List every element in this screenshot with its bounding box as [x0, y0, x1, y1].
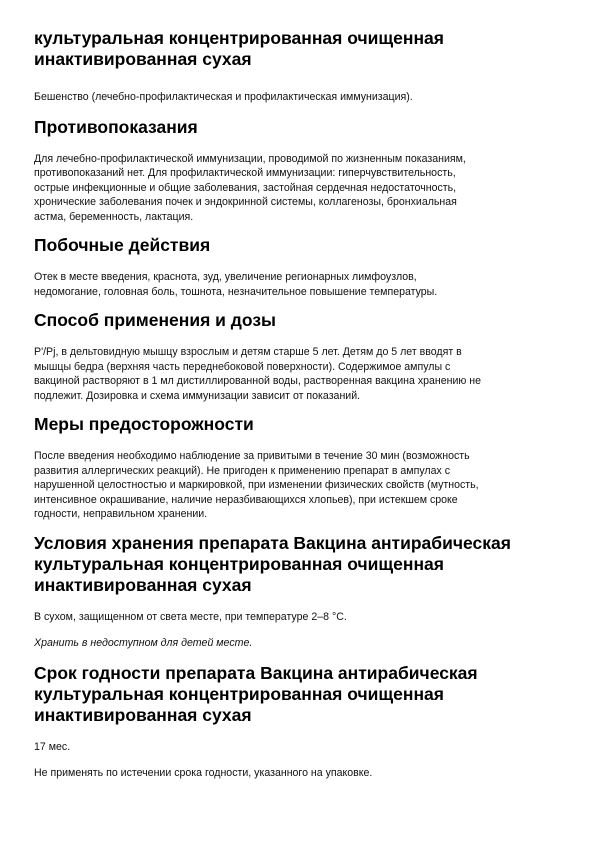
side-effects-text [34, 270, 564, 299]
text-line: Для лечебно-профилактической иммунизации, проводимой по жизненным показаниям, [34, 152, 466, 165]
title-line: инактивированная сухая [34, 704, 252, 725]
text-line: подлежит. Дозировка и схема иммунизации зависит от показаний. [34, 389, 361, 402]
text-line: противопоказаний нет. Для профилактической иммунизации: гиперчувствительность, [34, 167, 456, 179]
text-line: годности, неправильном хранении. [34, 508, 208, 520]
title-line: культуральная концентрированная очищенная [34, 553, 444, 574]
precautions-section [34, 414, 564, 522]
text-line: недомогание, головная боль, тошнота, незначительное повышение температуры. [34, 285, 438, 298]
title-line: культуральная концентрированная очищенная [34, 683, 444, 704]
dosage-text [34, 345, 564, 403]
shelf-life-note: Не применять по истечении срока годности, указанного на упаковке. [34, 767, 373, 779]
section-title [34, 533, 564, 596]
dosage-section [34, 310, 564, 403]
document-page [34, 28, 564, 781]
precautions-text [34, 449, 564, 522]
storage-section [34, 533, 564, 651]
text-line: Р'/Рj, в дельтовидную мышцу взрослым и детям старше 5 лет. Детям до 5 лет вводят в [34, 346, 462, 358]
text-line: астма, беременность, лактация. [34, 210, 194, 223]
section-title [34, 663, 564, 726]
side-effects-section [34, 235, 564, 299]
text-line: нарушенной целостностью и маркировкой, при изменении физических свойств (мутность, [34, 479, 479, 491]
section-title: Побочные действия [34, 235, 211, 255]
indications-text: Бешенство (лечебно-профилактическая и профилактическая иммунизация). [34, 91, 413, 103]
text-line: развития аллергических реакций). Не пригоден к применению препарат в ампулах с [34, 464, 451, 477]
text-line: острые инфекционные и общие заболевания, застойная сердечная недостаточность, [34, 181, 457, 194]
title-line: инактивированная сухая [34, 574, 252, 595]
text-line: мышцы бедра (верхняя часть переднебоковой поверхности). Содержимое ампулы с [34, 360, 451, 373]
title-line: Условия хранения препарата Вакцина антирабическая [34, 532, 511, 553]
section-title: Противопоказания [34, 116, 198, 137]
storage-text: В сухом, защищенном от света месте, при температуре 2–8 °С. [34, 610, 347, 623]
storage-note: Хранить в недоступном для детей месте. [34, 637, 253, 649]
top-heading-line: инактивированная сухая [34, 49, 252, 69]
shelf-life-section [34, 663, 564, 781]
text-line: Отек в месте введения, краснота, зуд, увеличение регионарных лимфоузлов, [34, 271, 417, 283]
section-title: Способ применения и дозы [34, 310, 276, 330]
shelf-life-value: 17 мес. [34, 740, 71, 753]
contraindications-text [34, 152, 564, 225]
text-line: После введения необходимо наблюдение за привитыми в течение 30 мин (возможность [34, 450, 470, 462]
top-heading [34, 28, 564, 70]
text-line: хронические заболевания почек и эндокринной системы, коллагенозы, бронхиальная [34, 196, 457, 208]
top-heading-line: культуральная концентрированная очищенная [34, 28, 444, 48]
contraindications-section [34, 117, 564, 225]
section-title: Меры предосторожности [34, 414, 254, 434]
title-line: Срок годности препарата Вакцина антирабическая [34, 662, 478, 683]
text-line: вакциной растворяют в 1 мл дистиллированной воды, растворенная вакцина хранению не [34, 375, 482, 387]
text-line: интенсивное окрашивание, наличие неразбивающихся хлопьев), при истекшем сроке [34, 493, 458, 506]
